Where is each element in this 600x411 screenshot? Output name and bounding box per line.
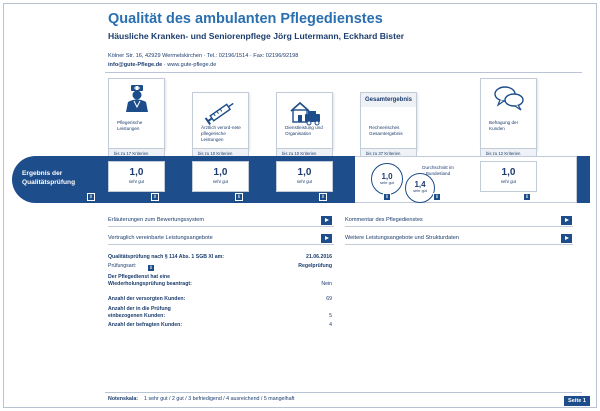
- average-circle: [405, 173, 435, 203]
- header-rule: [105, 72, 582, 73]
- house-car-icon: [288, 97, 322, 127]
- nurse-icon: [120, 83, 154, 113]
- link-weitere[interactable]: Weitere Leistungsangebote und Strukturdaten: [345, 232, 573, 245]
- info-icon-average[interactable]: i: [433, 193, 441, 201]
- page-frame: [3, 3, 597, 408]
- criteria-label: bis zu 17 Kriterien: [108, 148, 165, 157]
- grade-circle-gesamt: [371, 163, 403, 195]
- info-icon-result[interactable]: i: [87, 193, 95, 201]
- detail-befragte: Anzahl der befragten Kunden: 4: [108, 322, 332, 328]
- grade-value: 1,0: [381, 172, 393, 181]
- average-word: sehr gut: [413, 189, 427, 193]
- category-label: Befragung der Kunden: [489, 120, 519, 131]
- footer-rule: [105, 392, 582, 393]
- category-card-befragung: [480, 78, 537, 150]
- syringe-icon: [204, 97, 238, 127]
- speech-bubbles-icon: [492, 83, 526, 113]
- detail-pruefungsart: Prüfungsart: Regelprüfung: [108, 263, 332, 269]
- arrow-right-icon[interactable]: [321, 234, 332, 243]
- grade-word: sehr gut: [380, 181, 394, 185]
- category-card-pflegerische: [108, 78, 165, 150]
- category-card-aerztlich: [192, 92, 249, 150]
- address-line: Kölner Str. 16, 42929 Wermelskirchen · Tel.: 02196/1514 · Fax: 02196/92198: [108, 53, 299, 59]
- info-icon-pflegerische[interactable]: i: [151, 193, 159, 201]
- grade-scale: Notenskala: 1 sehr gut / 2 gut / 3 befriedigend / 4 ausreichend / 5 mangelhaft: [108, 396, 295, 402]
- info-icon-befragung[interactable]: i: [523, 193, 531, 201]
- email-text[interactable]: info@gute-Pflege.de: [108, 62, 163, 68]
- arrow-right-icon[interactable]: [561, 234, 572, 243]
- arrow-right-icon[interactable]: [561, 216, 572, 225]
- category-label: Dienstleistung und Organisation: [285, 125, 323, 136]
- grade-value: 1,0: [297, 167, 312, 178]
- grade-word: sehr gut: [212, 179, 229, 184]
- link-kommentar[interactable]: Kommentar des Pflegedienstes: [345, 214, 573, 227]
- category-card-dienstleistung: [276, 92, 333, 150]
- average-label: Durchschnitt im Bundesland: [422, 165, 454, 176]
- grade-word: sehr gut: [500, 179, 517, 184]
- result-band-label: Ergebnis der Qualitätsprüfung: [22, 170, 76, 186]
- info-icon-pruefungsart[interactable]: i: [147, 264, 155, 272]
- category-heading: Gesamtergebnis: [361, 93, 416, 107]
- info-icon-dienstleistung[interactable]: i: [319, 193, 327, 201]
- criteria-label: bis zu 12 Kriterien: [480, 148, 537, 157]
- criteria-label: bis zu 10 Kriterien: [276, 148, 333, 157]
- grade-word: sehr gut: [296, 179, 313, 184]
- category-label: Pflegerische Leistungen: [117, 120, 143, 131]
- link-vertraglich[interactable]: Vertraglich vereinbarte Leistungsangebote: [108, 232, 334, 245]
- grade-word: sehr gut: [128, 179, 145, 184]
- link-erlaeuterungen[interactable]: Erläuterungen zum Bewertungssystem: [108, 214, 334, 227]
- contact-line: [108, 62, 216, 68]
- grade-box-pflegerische: [108, 161, 165, 192]
- page-subtitle: Häusliche Kranken- und Seniorenpflege Jörg Lutermann, Eckhard Bister: [108, 31, 405, 41]
- detail-versorgte: Anzahl der versorgten Kunden: 69: [108, 296, 332, 302]
- detail-einbezogen: Anzahl der in die Prüfung einbezogenen Kunden: 5: [108, 306, 332, 319]
- average-value: 1,4: [414, 180, 426, 189]
- detail-wiederholung: Der Pflegedienst hat eine Wiederholungsprüfung beantragt: Nein: [108, 274, 332, 287]
- grade-value: 1,0: [501, 167, 516, 178]
- category-label: Rechnerisches Gesamtergebnis: [369, 125, 403, 136]
- grade-value: 1,0: [213, 167, 228, 178]
- info-icon-gesamt[interactable]: i: [383, 193, 391, 201]
- web-text[interactable]: · www.gute-pflege.de: [162, 62, 217, 68]
- category-card-gesamt: [360, 92, 417, 150]
- grade-box-aerztlich: [192, 161, 249, 192]
- info-icon-aerztlich[interactable]: i: [235, 193, 243, 201]
- page-title: Qualität des ambulanten Pflegedienstes: [108, 11, 383, 27]
- criteria-label: bis zu 37 Kriterien: [360, 148, 417, 157]
- detail-pruefung: Qualitätsprüfung nach § 114 Abs. 1 SGB XI am: 21.06.2016: [108, 254, 332, 260]
- grade-value: 1,0: [129, 167, 144, 178]
- category-label: Ärztlich verord-nete pflegerische Leistungen: [201, 125, 241, 142]
- page-number: Seite 1: [564, 396, 590, 406]
- grade-box-befragung: [480, 161, 537, 192]
- grade-box-dienstleistung: [276, 161, 333, 192]
- criteria-label: bis zu 10 Kriterien: [192, 148, 249, 157]
- arrow-right-icon[interactable]: [321, 216, 332, 225]
